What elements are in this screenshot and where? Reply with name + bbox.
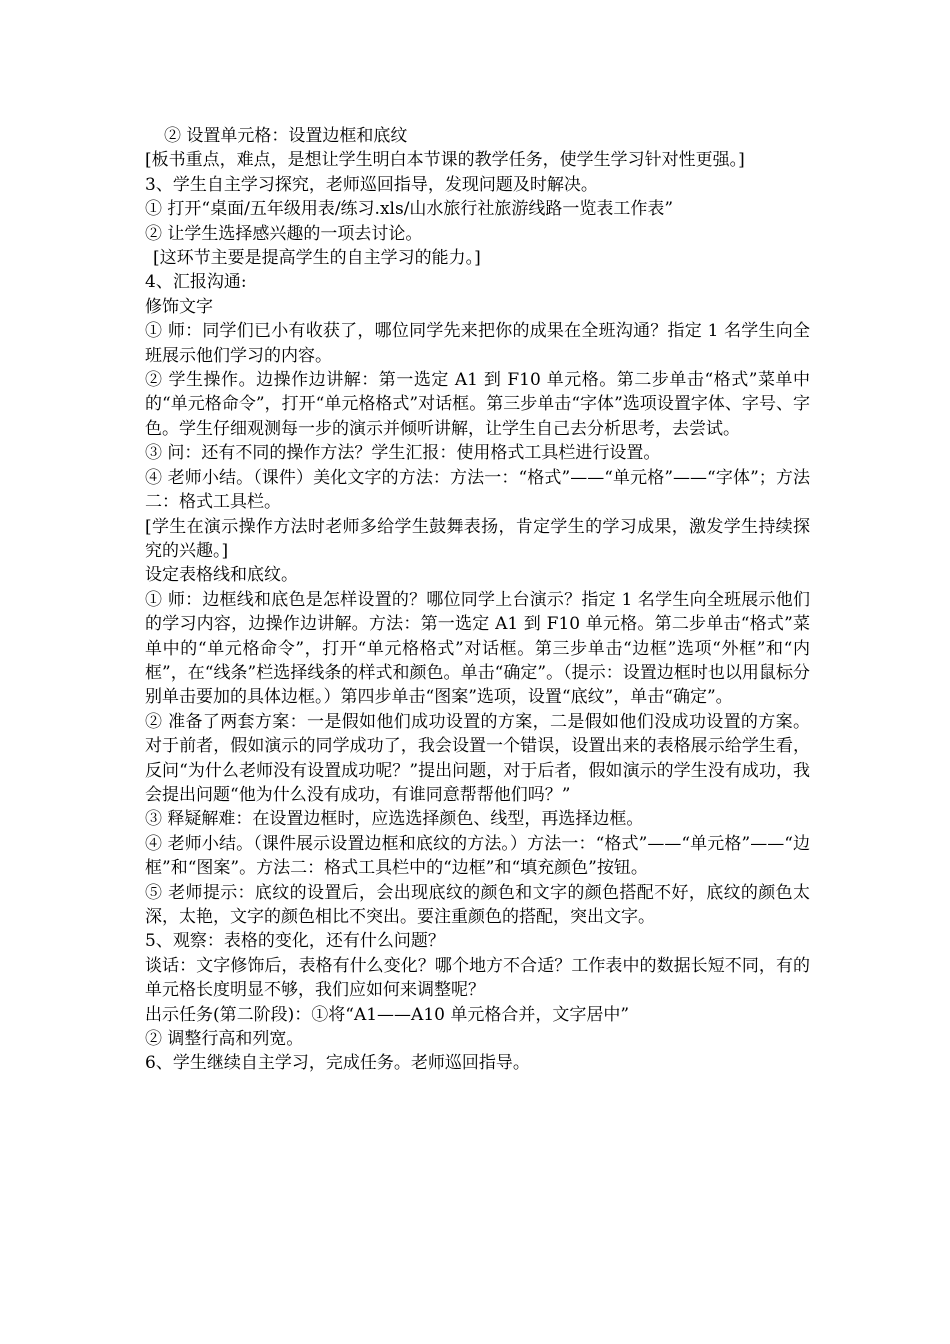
step-item-two-plans: ② 准备了两套方案：一是假如他们成功设置的方案，二是假如他们没成功设置的方案。对于前者，假如演示的同学成功了，我会设置一个错误，设置出来的表格展示给学生看，反问“为什么老师没有设置成功呢？”提出问题，对于后者，假如演示的学生没有成功，我会提出问题“他为什么没有成功，有谁同意帮帮他们吗？” (145, 711, 810, 805)
section-heading-5: 5、观察：表格的变化，还有什么问题？ (145, 931, 445, 952)
step-item-choose-topic: ② 让学生选择感兴趣的一项去讨论。 (145, 223, 423, 244)
note-self-study: [这环节主要是提高学生的自主学习的能力。] (153, 248, 481, 269)
section-heading-4: 4、汇报沟通: (145, 272, 247, 293)
subheading-text-decoration: 修饰文字 (145, 296, 213, 317)
step-item-color-tip: ⑤ 老师提示：底纹的设置后，会出现底纹的颜色和文字的颜色搭配不好，底纹的颜色太深，太艳，文字的颜色相比不突出。要注重颜色的搭配，突出文字。 (145, 882, 810, 927)
subheading-borders-shading: 设定表格线和底纹。 (145, 565, 298, 586)
step-item-teacher-ask: ① 师：同学们已小有收获了，哪位同学先来把你的成果在全班沟通？指定 1 名学生向全班展示他们学习的内容。 (145, 321, 810, 366)
section-heading-6: 6、学生继续自主学习，完成任务。老师巡回指导。 (145, 1053, 530, 1074)
note-encourage: [学生在演示操作方法时老师多给学生鼓舞表扬，肯定学生的学习成果，激发学生持续探究的兴趣。] (145, 516, 810, 561)
document-body (145, 124, 810, 1076)
paragraph-discussion: 谈话：文字修饰后，表格有什么变化？哪个地方不合适？工作表中的数据长短不同，有的单元格长度明显不够，我们应如何来调整呢？ (145, 955, 810, 1001)
step-item-adjust-size: ② 调整行高和列宽。 (145, 1029, 304, 1050)
section-heading-3: 3、学生自主学习探究，老师巡回指导，发现问题及时解决。 (145, 174, 598, 195)
step-item-open-file: ① 打开“桌面/五年级用表/练习.xls/山水旅行社旅游线路一览表工作表” (145, 199, 674, 220)
step-item-resolve-doubts: ③ 释疑解难：在设置边框时，应选选择颜色、线型，再选择边框。 (145, 809, 644, 830)
step-item-border-demo: ① 师：边框线和底色是怎样设置的？哪位同学上台演示？指定 1 名学生向全班展示他们的学习内容，边操作边讲解。方法：第一选定 A1 到 F10 单元格。第二步单击“格式”菜单中的“单元格命令”，打开“单元格格式”对话框。第三步单击“边框”选项“外框”和“内框”，在“线条”栏选择线条的样式和颜色。单击“确定”。（提示：设置边框时也以用鼠标分别单击要加的具体边框。）第四步单击“图案”选项，设置“底纹”，单击“确定”。 (145, 589, 810, 708)
step-item-set-cells: ② 设置单元格：设置边框和底纹 (164, 126, 408, 146)
step-item-border-summary: ④ 老师小结。（课件展示设置边框和底纹的方法。）方法一：“格式”——“单元格”——“边框”和“图案”。方法二：格式工具栏中的“边框”和“填充颜色”按钮。 (145, 833, 810, 879)
note-blackboard-focus: [板书重点，难点，是想让学生明白本节课的教学任务，使学生学习针对性更强。] (145, 150, 745, 171)
paragraph-task-stage-two: 出示任务(第二阶段)：①将“A1——A10 单元格合并，文字居中” (145, 1004, 630, 1025)
step-item-teacher-summary: ④ 老师小结。（课件）美化文字的方法：方法一：“格式”——“单元格”——“字体”；方法二：格式工具栏。 (145, 467, 810, 513)
step-item-other-method: ③ 问：还有不同的操作方法？学生汇报：使用格式工具栏进行设置。 (145, 443, 661, 464)
step-item-student-operate: ② 学生操作。边操作边讲解：第一选定 A1 到 F10 单元格。第二步单击“格式”菜单中的“单元格命令”，打开“单元格格式”对话框。第三步单击“字体”选项设置字体、字号、字色。学生仔细观测每一步的演示并倾听讲解，让学生自己去分析思考，去尝试。 (145, 370, 810, 439)
